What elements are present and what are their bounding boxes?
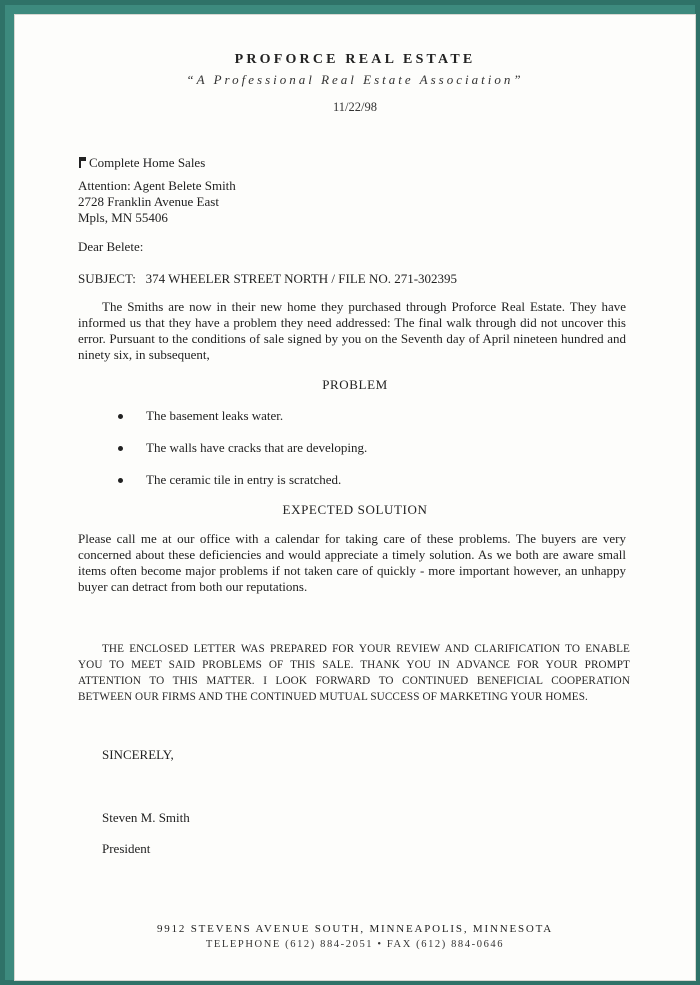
recipient-company: Complete Home Sales	[89, 155, 206, 170]
company-tagline: “A Professional Real Estate Association”	[186, 72, 524, 87]
company-name: PROFORCE REAL ESTATE	[234, 52, 476, 67]
salutation: Dear Belete:	[78, 239, 144, 254]
problem-heading: PROBLEM	[322, 377, 388, 392]
problem-item-text: The basement leaks water.	[146, 408, 284, 423]
problem-item-text: The ceramic tile in entry is scratched.	[146, 472, 342, 487]
bullet-icon	[118, 446, 123, 451]
footer-address: 9912 STEVENS AVENUE SOUTH, MINNEAPOLIS, MINNESOTA	[156, 923, 554, 935]
recipient-city: Mpls, MN 55406	[78, 210, 168, 225]
problem-item-text: The walls have cracks that are developing.	[146, 440, 368, 455]
valediction: SINCERELY,	[102, 747, 174, 762]
letter-date: 11/22/98	[333, 100, 377, 114]
subject-line: SUBJECT: 374 WHEELER STREET NORTH / FILE NO. 271-302395	[78, 271, 458, 286]
recipient-street: 2728 Franklin Avenue East	[78, 194, 219, 209]
recipient-address	[78, 155, 236, 226]
bullet-icon	[118, 478, 123, 483]
letter-page	[14, 14, 696, 981]
solution-heading: EXPECTED SOLUTION	[282, 502, 428, 517]
signer-name: Steven M. Smith	[102, 810, 190, 825]
footer-contact: TELEPHONE (612) 884-2051 • FAX (612) 884-0646	[205, 939, 505, 950]
solution-paragraph: Please call me at our office with a calendar for taking care of these problems. The buyers are very concerned about these deficiencies and would appreciate a timely solution. As we both are aware small items often become major problems if not taken care of quickly - more important however, an unhappy buyer can detract from both our reputations.	[78, 531, 626, 594]
bullet-icon	[118, 414, 123, 419]
document-frame	[5, 5, 695, 980]
enclosure-note-paragraph: THE ENCLOSED LETTER WAS PREPARED FOR YOUR REVIEW AND CLARIFICATION TO ENABLE YOU TO MEET SAID PROBLEMS OF THIS SALE. THANK YOU IN ADVANCE FOR YOUR PROMPT ATTENTION TO THIS MATTER. I LOOK FORWARD TO CONTINUED BENEFICIAL COOPERATION BETWEEN OUR FIRMS AND THE CONTINUED MUTUAL SUCCESS OF MARKETING YOUR HOMES.	[78, 643, 630, 703]
signer-title: President	[102, 841, 151, 856]
recipient-company-line	[78, 155, 236, 171]
body-intro-paragraph: The Smiths are now in their new home they purchased through Proforce Real Estate. They have informed us that they have a problem they need addressed: The final walk through did not uncover this error. Pursuant to the conditions of sale signed by you on the Seventh day of April nineteen hundred and ninety six, in subsequent,	[78, 299, 626, 362]
flag-icon	[78, 157, 87, 168]
recipient-attention: Attention: Agent Belete Smith	[78, 178, 236, 193]
